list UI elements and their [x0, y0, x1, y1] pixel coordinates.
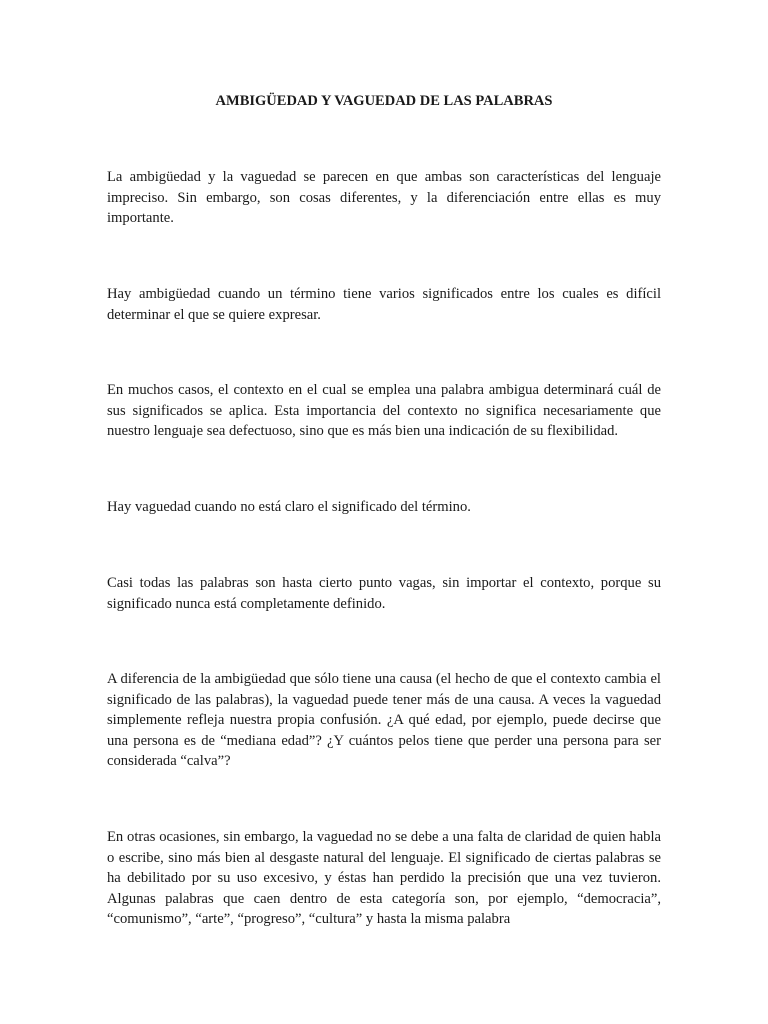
document-title: AMBIGÜEDAD Y VAGUEDAD DE LAS PALABRAS	[215, 93, 553, 109]
paragraph-1: La ambigüedad y la vaguedad se parecen en que ambas son características del lenguaje impreciso. Sin embargo, son cosas diferentes, y la diferenciación entre ellas es muy importante.	[107, 169, 661, 227]
paragraph-3: En muchos casos, el contexto en el cual se emplea una palabra ambigua determinará cuál de sus significados se aplica. Esta importancia del contexto no significa necesariamente que nuestro lenguaje sea defectuoso, sino que es más bien una indicación de su flexibilidad.	[107, 382, 661, 440]
paragraph-2: Hay ambigüedad cuando un término tiene varios significados entre los cuales es difícil determinar el que se quiere expresar.	[107, 286, 661, 323]
paragraph-6: A diferencia de la ambigüedad que sólo tiene una causa (el hecho de que el contexto cambia el significado de las palabras), la vaguedad puede tener más de una causa. A veces la vaguedad simplemente refleja nuestra propia confusión. ¿A qué edad, por ejemplo, puede decirse que una persona es de “mediana edad”? ¿Y cuántos pelos tiene que perder una persona para ser considerada “calva”?	[107, 671, 661, 770]
paragraph-4: Hay vaguedad cuando no está claro el significado del término.	[107, 499, 471, 515]
paragraph-5: Casi todas las palabras son hasta cierto punto vagas, sin importar el contexto, porque su significado nunca está completamente definido.	[107, 575, 661, 612]
paragraph-7: En otras ocasiones, sin embargo, la vaguedad no se debe a una falta de claridad de quien habla o escribe, sino más bien al desgaste natural del lenguaje. El significado de ciertas palabras se ha debilitado por su uso excesivo, y éstas han perdido la precisión que una vez tuvieron. Algunas palabras que caen dentro de esta categoría son, por ejemplo, “democracia”, “comunismo”, “arte”, “progreso”, “cultura” y hasta la misma palabra	[107, 829, 661, 928]
